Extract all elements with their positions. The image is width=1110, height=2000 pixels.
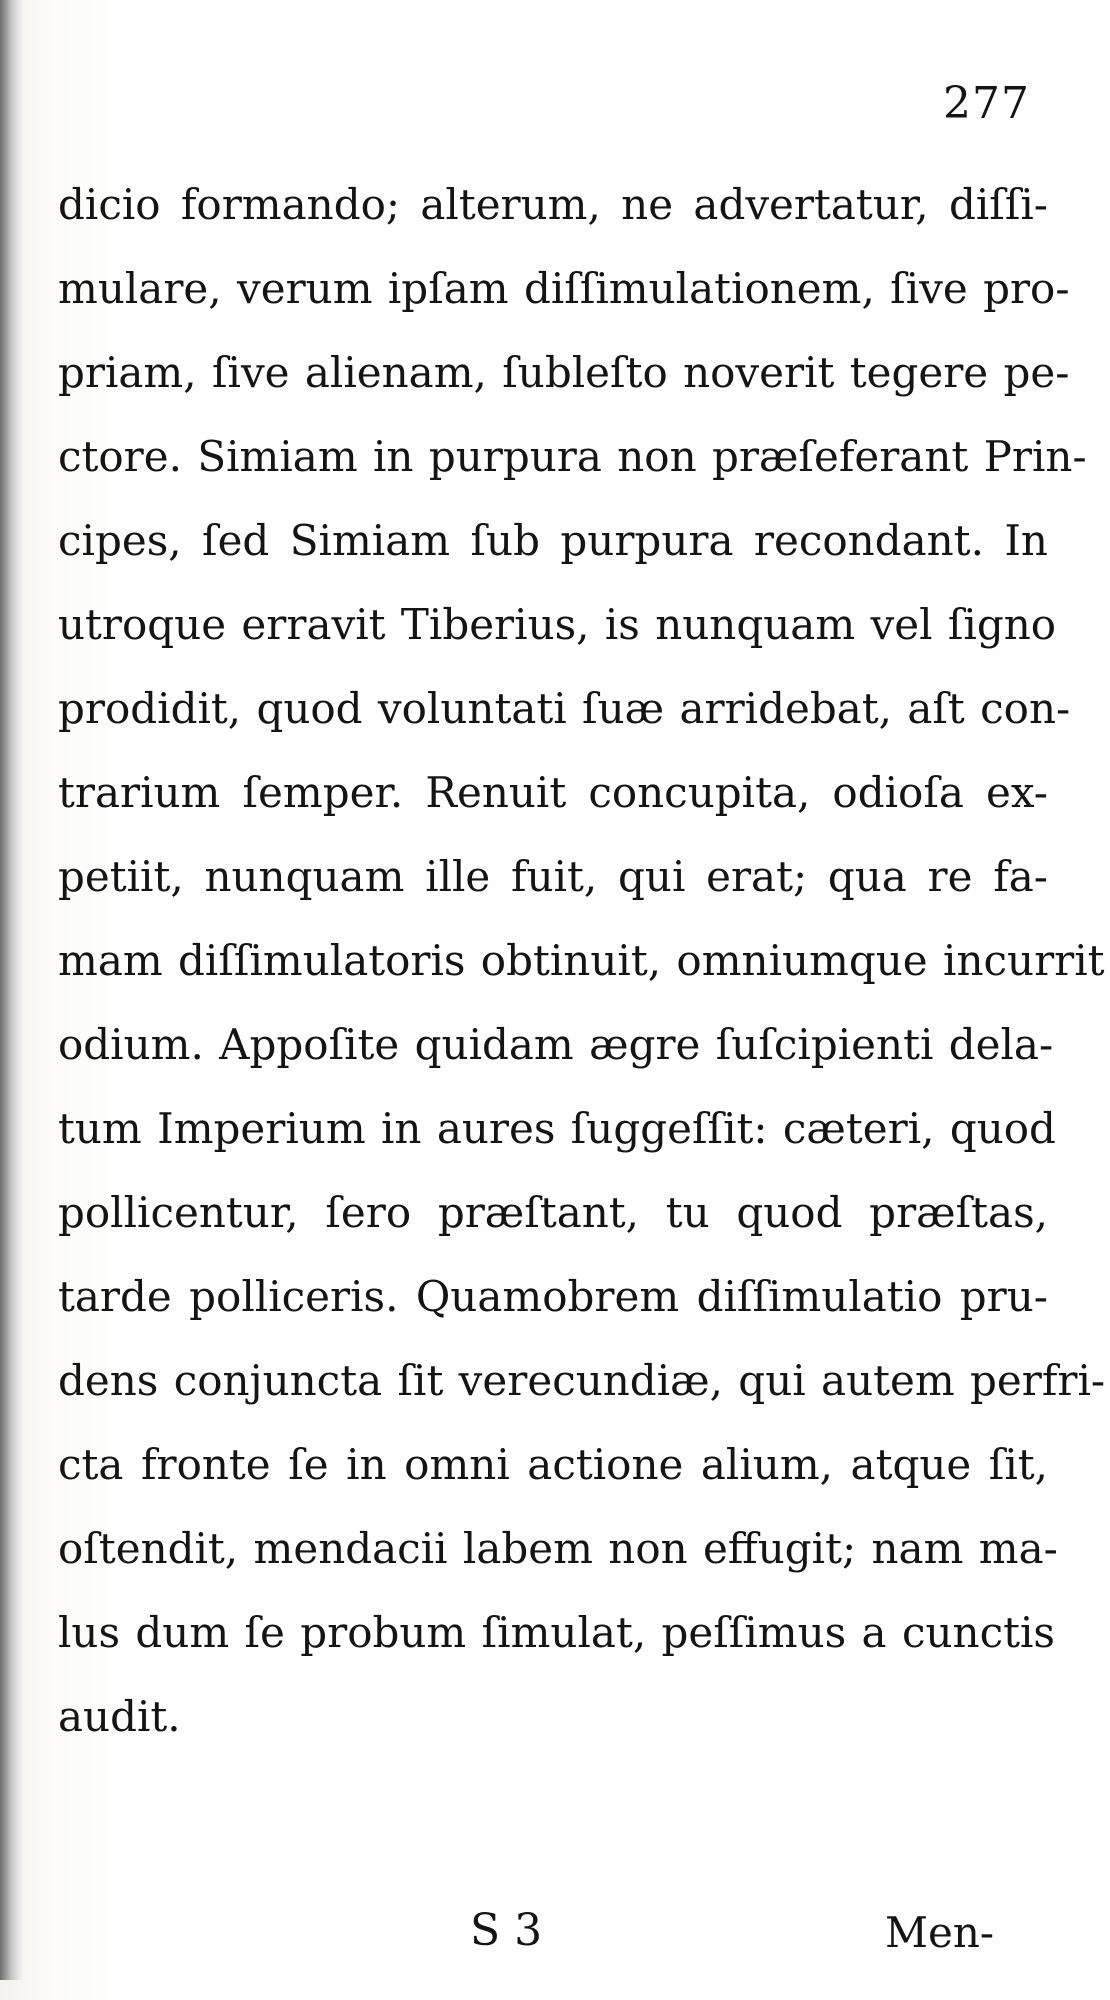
text-line: cta fronte ſe in omni actione alium, atque ſit, [58,1440,1048,1489]
catchword: Men- [885,1908,995,1957]
text-line: mam diſſimulatoris obtinuit, omniumque incurrit [58,936,1105,985]
signature-mark: S 3 [470,1905,543,1956]
text-line: cipes, ſed Simiam ſub purpura recondant. In [58,516,1048,565]
text-line: oſtendit, mendacii labem non effugit; nam ma- [58,1524,1058,1573]
text-line: tum Imperium in aures ſuggeſſit: cæteri, quod [58,1104,1056,1153]
text-line-last: audit. [58,1692,181,1741]
text-line: dicio formando; alterum, ne advertatur, diſſi- [58,180,1048,229]
text-line: priam, ſive alienam, ſubleſto noverit tegere pe- [58,348,1070,397]
text-line: odium. Appoſite quidam ægre ſuſcipienti dela- [58,1020,1054,1069]
page-gutter-shadow [0,0,24,1980]
text-line: pollicentur, ſero præſtant, tu quod præſtas, [58,1188,1048,1237]
text-line: dens conjuncta ſit verecundiæ, qui autem perfri- [58,1356,1106,1405]
text-line: lus dum ſe probum ſimulat, peſſimus a cunctis [58,1608,1055,1657]
page-number: 277 [943,78,1030,129]
body-text [58,163,1106,1759]
text-line: petiit, nunquam ille fuit, qui erat; qua re fa- [58,852,1048,901]
text-line: utroque erravit Tiberius, is nunquam vel ſigno [58,600,1057,649]
text-line: trarium ſemper. Renuit concupita, odioſa ex- [58,768,1048,817]
text-line: mulare, verum ipſam diſſimulationem, ſive pro- [58,264,1070,313]
text-line: tarde polliceris. Quamobrem diſſimulatio pru- [58,1272,1048,1321]
text-line: ctore. Simiam in purpura non præſeferant Prin- [58,432,1087,481]
text-line: prodidit, quod voluntati ſuæ arridebat, aſt con- [58,684,1071,733]
